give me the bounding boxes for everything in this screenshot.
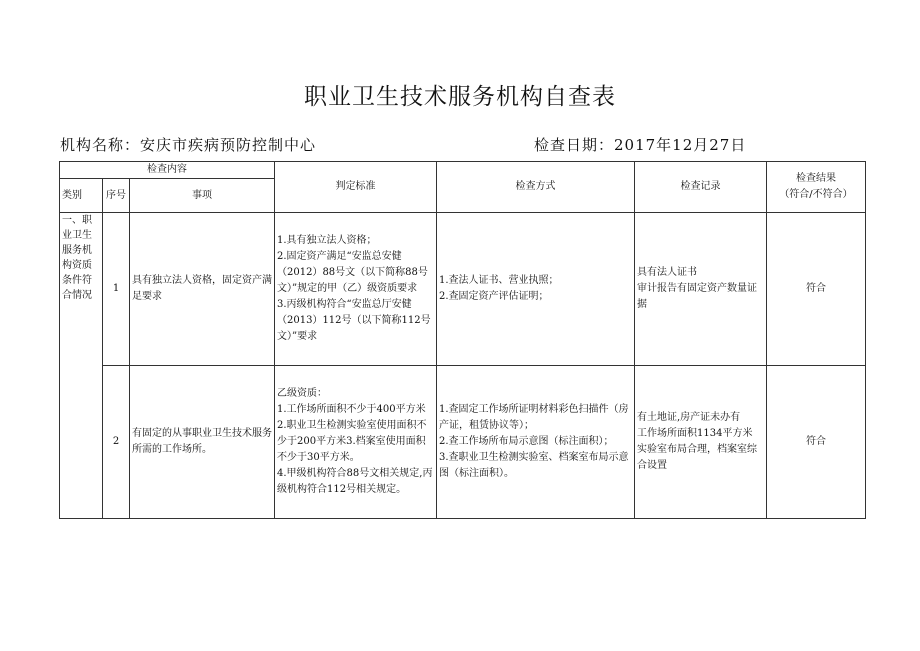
- standard-line: 乙级资质：: [277, 388, 327, 399]
- table-row: [60, 366, 866, 519]
- standard-cell: [275, 213, 437, 366]
- document-title: 职业卫生技术服务机构自查表: [304, 84, 616, 110]
- self-inspection-table: [59, 161, 866, 519]
- method-line: 3.查职业卫生检测实验室、档案室布局示意图（标注面积）。: [439, 452, 629, 479]
- item-cell: 具有独立法人资格，固定资产满足要求: [130, 213, 275, 366]
- record-line: 实验室布局合理，档案室综合设置: [637, 444, 757, 471]
- item-cell: 有固定的从事职业卫生技术服务所需的工作场所。: [130, 366, 275, 519]
- standard-line: 2.职业卫生检测实验室使用面积不少于200平方米3.档案室使用面积不少于30平方米。: [277, 420, 427, 463]
- standard-line: 3.丙级机构符合“安监总厅安健（2013）112号（以下简称112号文）”要求: [277, 299, 431, 342]
- header-result-line1: 检查结果: [796, 173, 836, 184]
- header-inspection-content: 检查内容: [60, 162, 275, 179]
- standard-line: 2.固定资产满足“安监总安健（2012）88号文（以下简称88号文）”规定的甲（乙）级资质要求: [277, 251, 428, 294]
- header-category: 类别: [60, 179, 103, 213]
- method-line: 1.查法人证书、营业执照；: [439, 275, 559, 286]
- seq-cell: 2: [103, 366, 130, 519]
- record-line: 有土地证,房产证未办有: [637, 412, 741, 423]
- header-result-line2: （符合/不符合）: [779, 189, 853, 200]
- inspection-date: 检查日期：2017年12月27日: [534, 136, 747, 154]
- organization-name: 机构名称：安庆市疾病预防控制中心: [60, 136, 317, 154]
- method-line: 2.查固定资产评估证明；: [439, 291, 549, 302]
- record-cell: [635, 213, 767, 366]
- standard-cell: [275, 366, 437, 519]
- header-method: 检查方式: [437, 162, 635, 213]
- method-line: 2.查工作场所布局示意图（标注面积）；: [439, 436, 614, 447]
- method-cell: [437, 366, 635, 519]
- header-result: [767, 162, 866, 213]
- standard-line: 1.工作场所面积不少于400平方米: [277, 404, 426, 415]
- header-standard: 判定标准: [275, 162, 437, 213]
- method-line: 1.查固定工作场所证明材料彩色扫描件（房产证，租赁协议等）；: [439, 404, 629, 431]
- table-row: [60, 213, 866, 366]
- method-cell: [437, 213, 635, 366]
- result-cell: 符合: [767, 213, 866, 366]
- standard-line: 1.具有独立法人资格；: [277, 235, 377, 246]
- seq-cell: 1: [103, 213, 130, 366]
- standard-line: 4.甲级机构符合88号文相关规定,丙级机构符合112号相关规定。: [277, 468, 433, 495]
- header-item: 事项: [130, 179, 275, 213]
- header-row-1: [60, 162, 866, 179]
- record-line: 审计报告有固定资产数量证据: [637, 283, 757, 310]
- category-cell: 一、职业卫生服务机构资质条件符合情况: [60, 213, 103, 519]
- record-line: 工作场所面积1134平方米: [637, 428, 753, 439]
- record-line: 具有法人证书: [637, 267, 697, 278]
- result-cell: 符合: [767, 366, 866, 519]
- header-seq: 序号: [103, 179, 130, 213]
- record-cell: [635, 366, 767, 519]
- header-record: 检查记录: [635, 162, 767, 213]
